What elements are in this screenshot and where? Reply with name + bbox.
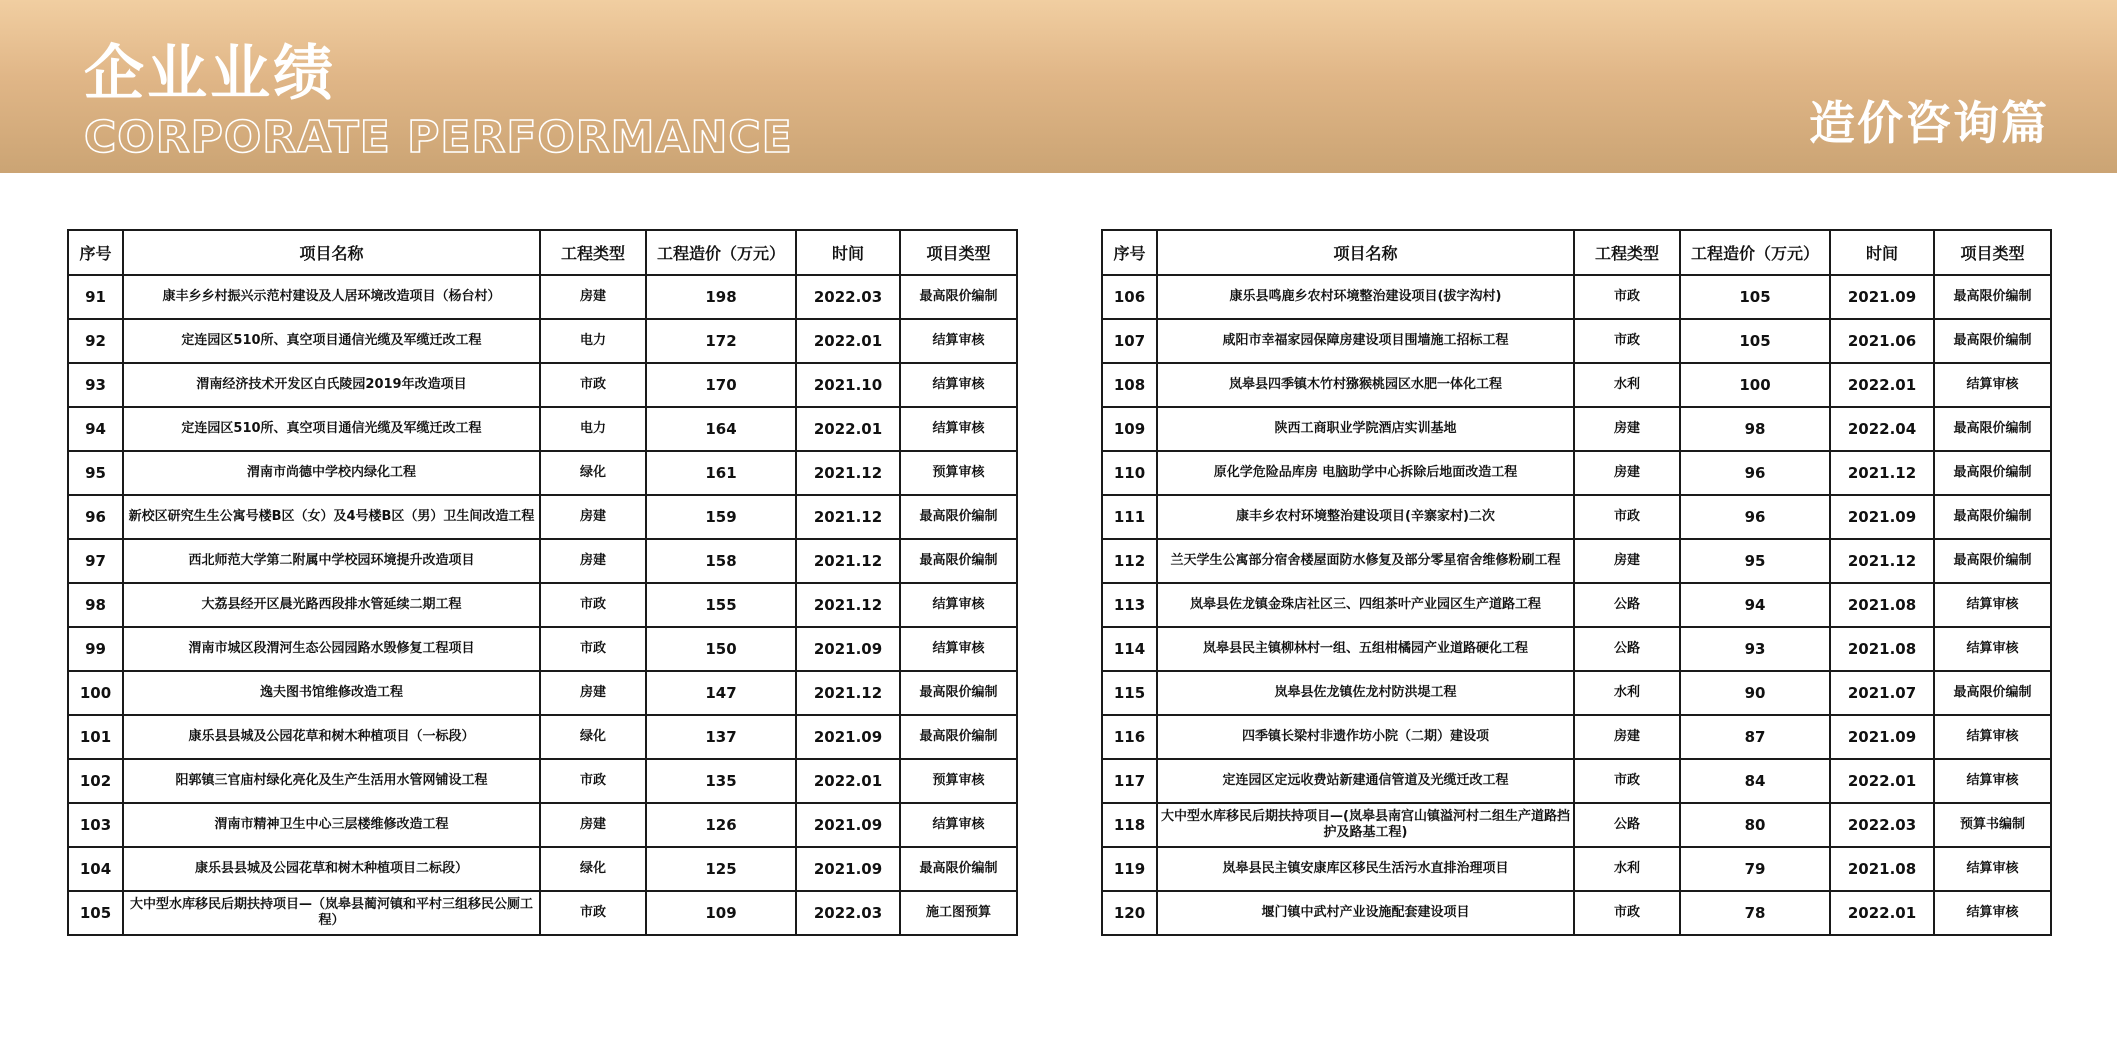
table-row — [68, 319, 1017, 363]
cell-cost: 172 — [646, 319, 796, 363]
cell-date: 2021.09 — [796, 847, 900, 891]
col-header-category: 项目类型 — [900, 230, 1017, 275]
cell-project-type: 电力 — [540, 319, 646, 363]
col-header-date: 时间 — [796, 230, 900, 275]
table-row — [1102, 319, 2051, 363]
cell-no: 104 — [68, 847, 123, 891]
cell-project-type: 市政 — [540, 583, 646, 627]
cell-project-type: 房建 — [540, 275, 646, 319]
table-row — [68, 715, 1017, 759]
cell-date: 2021.12 — [796, 495, 900, 539]
cell-category: 最高限价编制 — [1934, 319, 2051, 363]
cell-project-type: 房建 — [1574, 407, 1680, 451]
cell-cost: 105 — [1680, 275, 1830, 319]
table-row — [68, 407, 1017, 451]
table-row — [68, 891, 1017, 935]
cell-category: 结算审核 — [900, 363, 1017, 407]
cell-date: 2022.01 — [1830, 759, 1934, 803]
cell-cost: 96 — [1680, 451, 1830, 495]
table-row — [1102, 671, 2051, 715]
cell-category: 结算审核 — [1934, 583, 2051, 627]
cell-date: 2021.12 — [796, 451, 900, 495]
table-row — [68, 363, 1017, 407]
cell-project-name: 咸阳市幸福家园保障房建设项目围墙施工招标工程 — [1157, 319, 1574, 363]
cell-project-name: 岚皋县佐龙镇佐龙村防洪堤工程 — [1157, 671, 1574, 715]
cell-project-name: 大中型水库移民后期扶持项目—(岚皋县南宫山镇溢河村二组生产道路挡护及路基工程) — [1157, 803, 1574, 847]
table-row — [68, 671, 1017, 715]
cell-date: 2021.12 — [1830, 451, 1934, 495]
cell-project-name: 新校区研究生生公寓号楼B区（女）及4号楼B区（男）卫生间改造工程 — [123, 495, 540, 539]
cell-category: 最高限价编制 — [900, 847, 1017, 891]
cell-project-type: 市政 — [540, 891, 646, 935]
cell-date: 2022.01 — [1830, 891, 1934, 935]
cell-category: 结算审核 — [1934, 363, 2051, 407]
header-banner — [0, 0, 2117, 173]
cell-project-name: 堰门镇中武村产业设施配套建设项目 — [1157, 891, 1574, 935]
cell-project-type: 电力 — [540, 407, 646, 451]
cell-category: 结算审核 — [900, 407, 1017, 451]
cell-category: 结算审核 — [900, 319, 1017, 363]
cell-project-name: 康丰乡乡村振兴示范村建设及人居环境改造项目（杨台村） — [123, 275, 540, 319]
cell-cost: 137 — [646, 715, 796, 759]
cell-cost: 150 — [646, 627, 796, 671]
performance-table-right — [1101, 229, 2052, 936]
cell-project-type: 市政 — [540, 759, 646, 803]
cell-no: 96 — [68, 495, 123, 539]
cell-project-name: 康丰乡农村环境整治建设项目(辛寨家村)二次 — [1157, 495, 1574, 539]
cell-category: 最高限价编制 — [900, 671, 1017, 715]
cell-cost: 158 — [646, 539, 796, 583]
table-row — [1102, 715, 2051, 759]
col-header-cost: 工程造价（万元） — [646, 230, 796, 275]
table-row — [68, 627, 1017, 671]
cell-no: 112 — [1102, 539, 1157, 583]
cell-cost: 95 — [1680, 539, 1830, 583]
cell-no: 118 — [1102, 803, 1157, 847]
cell-no: 107 — [1102, 319, 1157, 363]
cell-date: 2021.06 — [1830, 319, 1934, 363]
cell-cost: 78 — [1680, 891, 1830, 935]
cell-cost: 90 — [1680, 671, 1830, 715]
cell-project-type: 房建 — [540, 803, 646, 847]
cell-cost: 126 — [646, 803, 796, 847]
cell-date: 2021.08 — [1830, 583, 1934, 627]
cell-date: 2022.03 — [796, 891, 900, 935]
cell-date: 2021.09 — [1830, 275, 1934, 319]
cell-no: 113 — [1102, 583, 1157, 627]
cell-date: 2021.09 — [796, 715, 900, 759]
table-row — [1102, 495, 2051, 539]
cell-no: 116 — [1102, 715, 1157, 759]
cell-project-type: 绿化 — [540, 847, 646, 891]
cell-no: 119 — [1102, 847, 1157, 891]
cell-date: 2021.08 — [1830, 627, 1934, 671]
cell-category: 最高限价编制 — [1934, 671, 2051, 715]
cell-project-type: 房建 — [540, 539, 646, 583]
cell-project-name: 定连园区510所、真空项目通信光缆及军缆迁改工程 — [123, 407, 540, 451]
cell-category: 最高限价编制 — [900, 275, 1017, 319]
cell-date: 2021.12 — [796, 539, 900, 583]
table-row — [68, 583, 1017, 627]
page-subtitle-en: CORPORATE PERFORMANCE — [84, 112, 793, 163]
cell-cost: 80 — [1680, 803, 1830, 847]
cell-project-type: 市政 — [1574, 759, 1680, 803]
cell-no: 95 — [68, 451, 123, 495]
cell-cost: 93 — [1680, 627, 1830, 671]
cell-cost: 84 — [1680, 759, 1830, 803]
cell-no: 108 — [1102, 363, 1157, 407]
table-header-row — [1102, 230, 2051, 275]
cell-no: 111 — [1102, 495, 1157, 539]
cell-no: 93 — [68, 363, 123, 407]
cell-category: 结算审核 — [900, 583, 1017, 627]
cell-no: 117 — [1102, 759, 1157, 803]
cell-project-name: 康乐县县城及公园花草和树木种植项目（一标段） — [123, 715, 540, 759]
cell-project-name: 原化学危险品库房 电脑助学中心拆除后地面改造工程 — [1157, 451, 1574, 495]
cell-project-name: 岚皋县民主镇安康库区移民生活污水直排治理项目 — [1157, 847, 1574, 891]
cell-category: 预算审核 — [900, 451, 1017, 495]
table-row — [1102, 363, 2051, 407]
cell-project-name: 岚皋县民主镇柳林村一组、五组柑橘园产业道路硬化工程 — [1157, 627, 1574, 671]
cell-category: 最高限价编制 — [1934, 539, 2051, 583]
cell-date: 2022.01 — [1830, 363, 1934, 407]
cell-project-type: 水利 — [1574, 847, 1680, 891]
cell-project-type: 房建 — [1574, 451, 1680, 495]
page-title: 企业业绩 — [84, 39, 336, 109]
cell-project-name: 康乐县县城及公园花草和树木种植项目二标段） — [123, 847, 540, 891]
cell-project-type: 水利 — [1574, 363, 1680, 407]
cell-project-type: 公路 — [1574, 803, 1680, 847]
cell-no: 115 — [1102, 671, 1157, 715]
cell-project-type: 房建 — [540, 671, 646, 715]
cell-date: 2021.09 — [796, 627, 900, 671]
cell-date: 2022.01 — [796, 759, 900, 803]
cell-project-name: 兰天学生公寓部分宿舍楼屋面防水修复及部分零星宿舍维修粉刷工程 — [1157, 539, 1574, 583]
cell-project-type: 房建 — [540, 495, 646, 539]
cell-no: 106 — [1102, 275, 1157, 319]
cell-project-type: 房建 — [1574, 539, 1680, 583]
cell-cost: 198 — [646, 275, 796, 319]
col-header-cost: 工程造价（万元） — [1680, 230, 1830, 275]
cell-category: 最高限价编制 — [1934, 407, 2051, 451]
cell-category: 最高限价编制 — [900, 539, 1017, 583]
cell-project-name: 岚皋县佐龙镇金珠店社区三、四组茶叶产业园区生产道路工程 — [1157, 583, 1574, 627]
cell-category: 最高限价编制 — [1934, 451, 2051, 495]
table-row — [68, 847, 1017, 891]
cell-cost: 105 — [1680, 319, 1830, 363]
cell-project-name: 大中型水库移民后期扶持项目—（岚皋县蔺河镇和平村三组移民公厕工程） — [123, 891, 540, 935]
cell-no: 101 — [68, 715, 123, 759]
cell-project-name: 渭南市精神卫生中心三层楼维修改造工程 — [123, 803, 540, 847]
cell-no: 99 — [68, 627, 123, 671]
cell-date: 2022.01 — [796, 407, 900, 451]
cell-project-type: 水利 — [1574, 671, 1680, 715]
cell-project-type: 绿化 — [540, 451, 646, 495]
cell-project-name: 四季镇长梁村非遗作坊小院（二期）建设项 — [1157, 715, 1574, 759]
table-row — [68, 451, 1017, 495]
cell-cost: 98 — [1680, 407, 1830, 451]
section-title: 造价咨询篇 — [1809, 96, 2049, 150]
cell-category: 结算审核 — [1934, 759, 2051, 803]
cell-cost: 79 — [1680, 847, 1830, 891]
table-row — [68, 275, 1017, 319]
table-row — [1102, 451, 2051, 495]
cell-category: 结算审核 — [900, 627, 1017, 671]
table-row — [1102, 803, 2051, 847]
cell-category: 结算审核 — [900, 803, 1017, 847]
cell-project-name: 渭南经济技术开发区白氏陵园2019年改造项目 — [123, 363, 540, 407]
table-row — [1102, 539, 2051, 583]
cell-project-type: 市政 — [1574, 319, 1680, 363]
cell-no: 100 — [68, 671, 123, 715]
col-header-name: 项目名称 — [1157, 230, 1574, 275]
col-header-name: 项目名称 — [123, 230, 540, 275]
cell-no: 103 — [68, 803, 123, 847]
cell-date: 2021.10 — [796, 363, 900, 407]
cell-no: 109 — [1102, 407, 1157, 451]
cell-date: 2021.09 — [1830, 495, 1934, 539]
cell-cost: 170 — [646, 363, 796, 407]
cell-date: 2022.04 — [1830, 407, 1934, 451]
table-row — [68, 803, 1017, 847]
col-header-no: 序号 — [68, 230, 123, 275]
cell-category: 预算书编制 — [1934, 803, 2051, 847]
cell-no: 97 — [68, 539, 123, 583]
cell-project-name: 逸夫图书馆维修改造工程 — [123, 671, 540, 715]
cell-project-name: 陕西工商职业学院酒店实训基地 — [1157, 407, 1574, 451]
cell-cost: 155 — [646, 583, 796, 627]
cell-cost: 161 — [646, 451, 796, 495]
cell-category: 结算审核 — [1934, 715, 2051, 759]
cell-date: 2022.03 — [1830, 803, 1934, 847]
col-header-category: 项目类型 — [1934, 230, 2051, 275]
table-row — [68, 759, 1017, 803]
table-row — [1102, 847, 2051, 891]
cell-category: 结算审核 — [1934, 847, 2051, 891]
cell-cost: 109 — [646, 891, 796, 935]
cell-date: 2022.01 — [796, 319, 900, 363]
cell-cost: 87 — [1680, 715, 1830, 759]
cell-category: 预算审核 — [900, 759, 1017, 803]
table-row — [1102, 583, 2051, 627]
cell-no: 110 — [1102, 451, 1157, 495]
col-header-type: 工程类型 — [540, 230, 646, 275]
table-row — [1102, 759, 2051, 803]
cell-project-name: 渭南市城区段渭河生态公园园路水毁修复工程项目 — [123, 627, 540, 671]
cell-date: 2021.12 — [1830, 539, 1934, 583]
cell-cost: 164 — [646, 407, 796, 451]
cell-cost: 125 — [646, 847, 796, 891]
col-header-no: 序号 — [1102, 230, 1157, 275]
table-row — [68, 495, 1017, 539]
cell-project-type: 公路 — [1574, 583, 1680, 627]
cell-date: 2021.09 — [796, 803, 900, 847]
cell-cost: 94 — [1680, 583, 1830, 627]
cell-no: 94 — [68, 407, 123, 451]
cell-category: 最高限价编制 — [1934, 275, 2051, 319]
col-header-type: 工程类型 — [1574, 230, 1680, 275]
table-header-row — [68, 230, 1017, 275]
table-row — [1102, 275, 2051, 319]
cell-no: 92 — [68, 319, 123, 363]
cell-no: 120 — [1102, 891, 1157, 935]
cell-project-type: 市政 — [1574, 891, 1680, 935]
cell-category: 结算审核 — [1934, 627, 2051, 671]
table-row — [1102, 627, 2051, 671]
table-row — [1102, 407, 2051, 451]
table-row — [1102, 891, 2051, 935]
cell-no: 102 — [68, 759, 123, 803]
cell-date: 2022.03 — [796, 275, 900, 319]
cell-no: 114 — [1102, 627, 1157, 671]
cell-project-name: 定连园区定远收费站新建通信管道及光缆迁改工程 — [1157, 759, 1574, 803]
cell-category: 最高限价编制 — [1934, 495, 2051, 539]
cell-no: 105 — [68, 891, 123, 935]
cell-project-type: 房建 — [1574, 715, 1680, 759]
cell-date: 2021.08 — [1830, 847, 1934, 891]
cell-no: 98 — [68, 583, 123, 627]
cell-category: 施工图预算 — [900, 891, 1017, 935]
cell-project-name: 大荔县经开区晨光路西段排水管延续二期工程 — [123, 583, 540, 627]
performance-table-left — [67, 229, 1018, 936]
cell-project-type: 公路 — [1574, 627, 1680, 671]
cell-cost: 100 — [1680, 363, 1830, 407]
cell-category: 最高限价编制 — [900, 715, 1017, 759]
cell-cost: 135 — [646, 759, 796, 803]
cell-date: 2021.07 — [1830, 671, 1934, 715]
cell-project-name: 渭南市尚德中学校内绿化工程 — [123, 451, 540, 495]
cell-project-name: 阳郭镇三官庙村绿化亮化及生产生活用水管网铺设工程 — [123, 759, 540, 803]
cell-project-type: 市政 — [1574, 495, 1680, 539]
cell-category: 结算审核 — [1934, 891, 2051, 935]
cell-project-name: 岚皋县四季镇木竹村猕猴桃园区水肥一体化工程 — [1157, 363, 1574, 407]
col-header-date: 时间 — [1830, 230, 1934, 275]
cell-date: 2021.12 — [796, 671, 900, 715]
cell-project-type: 市政 — [540, 363, 646, 407]
cell-project-type: 市政 — [540, 627, 646, 671]
cell-cost: 159 — [646, 495, 796, 539]
cell-date: 2021.12 — [796, 583, 900, 627]
cell-project-name: 康乐县鸣鹿乡农村环境整治建设项目(拔字沟村) — [1157, 275, 1574, 319]
cell-no: 91 — [68, 275, 123, 319]
cell-cost: 96 — [1680, 495, 1830, 539]
cell-project-name: 西北师范大学第二附属中学校园环境提升改造项目 — [123, 539, 540, 583]
cell-project-type: 市政 — [1574, 275, 1680, 319]
cell-date: 2021.09 — [1830, 715, 1934, 759]
table-row — [68, 539, 1017, 583]
cell-category: 最高限价编制 — [900, 495, 1017, 539]
cell-project-type: 绿化 — [540, 715, 646, 759]
cell-cost: 147 — [646, 671, 796, 715]
cell-project-name: 定连园区510所、真空项目通信光缆及军缆迁改工程 — [123, 319, 540, 363]
